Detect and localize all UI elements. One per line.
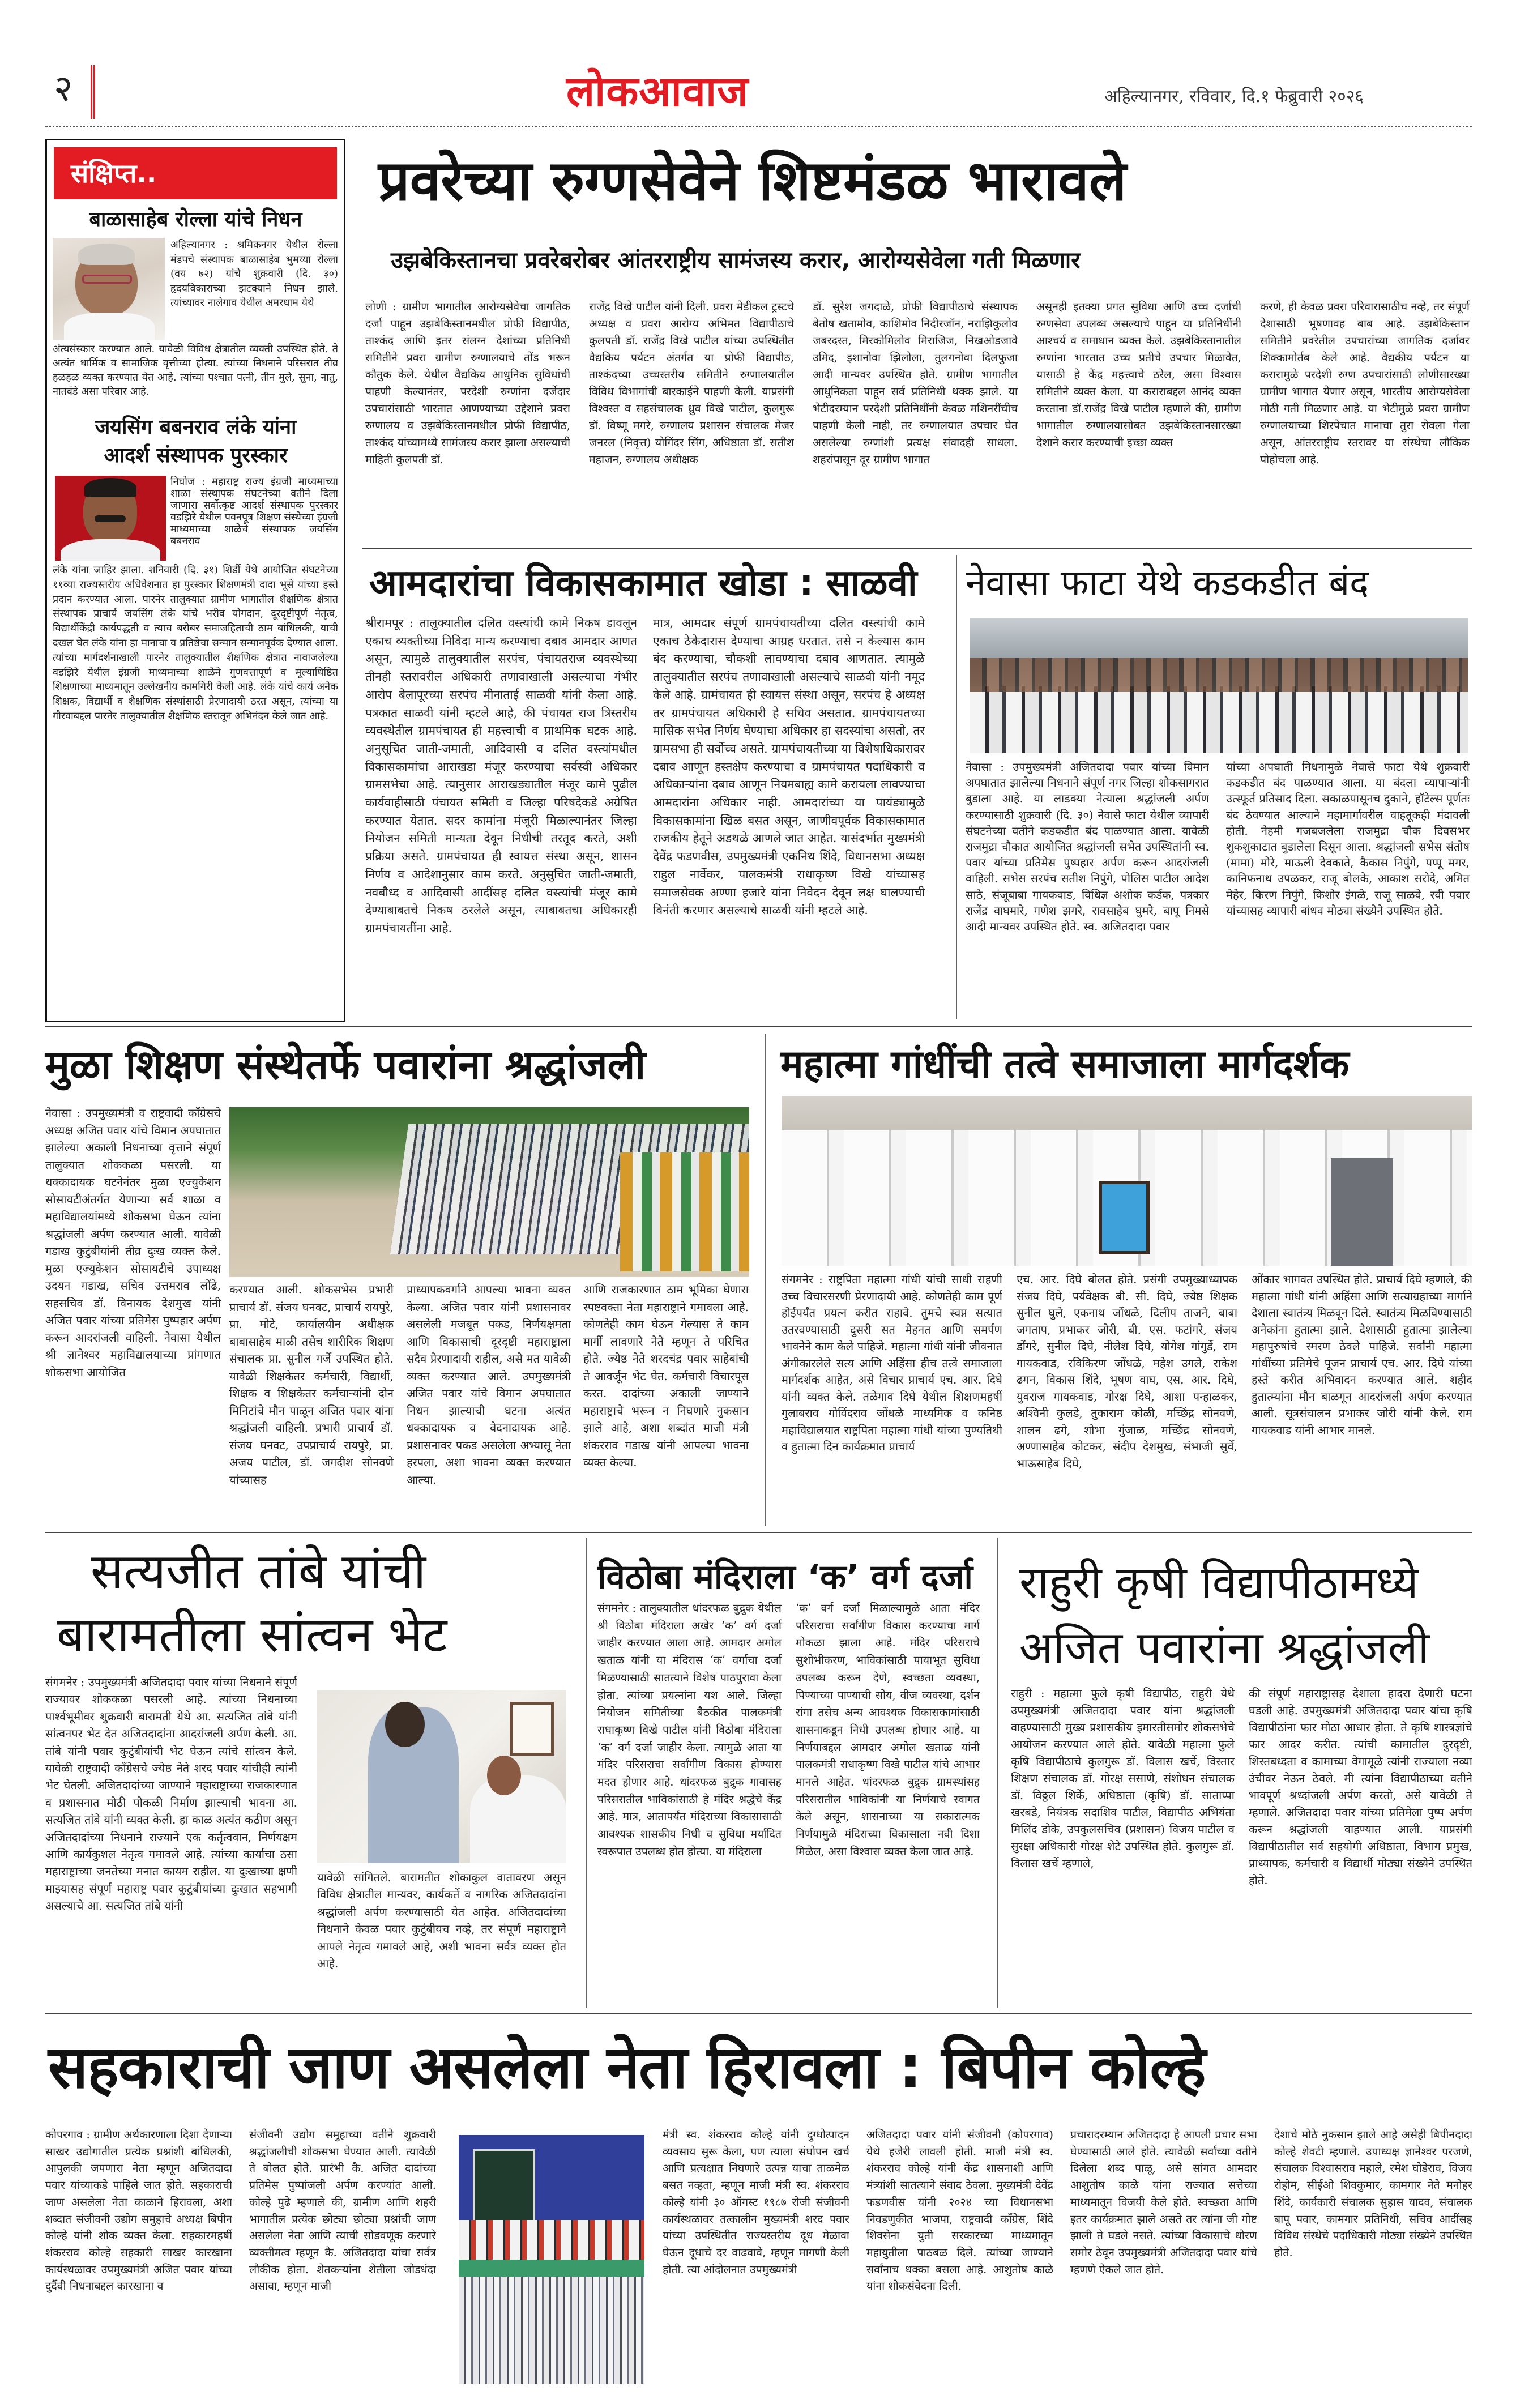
savli-column-2: मात्र, आमदार संपूर्ण ग्रामपंचायतीच्या दलित वस्त्यांची कामे एकाच ठेकेदारास देण्याचा आग्रह धरतात. तसे न केल्यास काम बंद करण्याचा, चौकशी लावण्याचा दबाव आणतात. त्यामुळे तालुक्यातील सरपंच तणावाखाली असल्याचे साळवी यांनी नमूद केले आहे. ग्रामंचायत ही स्वायत्त संस्था असून, सरपंच हे अध्यक्ष तर ग्रामपंचायत अधिकारी हे सचिव असतात. ग्रामपंचायतच्या मासिक सभेत निर्णय घेण्याचा अधिकार हा सदस्यांचा असतो, तर ग्रामसभा ही सर्वोच्च असते. ग्रामपंचायतीच्या या विशेषाधिकारावर दबाव आणून हस्तक्षेप करण्याचा व ग्रामपंचायत पदाधिकारी व अधिकाऱ्यांना दबाव आणून नियमबाह्य कामे करायला लावण्याचा आमदारांना अधिकार नाही. आमदारांच्या या पायंड्यामुळे विकासकामांना खिळ बसत असून, जाणीवपूर्वक विकासकामात राजकीय हेतूने अडथळे आणले जात आहेत. यासंदर्भात मुख्यमंत्री देवेंद्र फडणवीस, उपमुख्यमंत्री एकनिथ शिंदे, विधानसभा अध्यक्ष राहुल नार्वेकर, पालकमंत्री राधाकृष्ण विखे यांच्यासह समाजसेवक अण्णा हजारे यांना निवेदन देवून लक्ष घालण्याची विनंती करणार असल्याचे साळवी यांनी म्हटले आहे. [653, 616, 925, 917]
savli-headline: आमदारांचा विकासकामात खोडा : साळवी [369, 562, 917, 604]
page-number: २ [54, 68, 73, 110]
vithoba-column-1: संगमनेर : तालुक्यातील धांदरफळ बुद्रुक येथील श्री विठोबा मंदिराला अखेर ‘क’ वर्ग दर्जा जाहीर करण्यात आला आहे. आमदार अमोल खताळ यांनी या मंदिरास ‘क’ वर्गाचा दर्जा मिळण्यासाठी सातत्याने विशेष पाठपुरावा केला होता. त्यांच्या प्रयत्नांना यश आले. जिल्हा नियोजन समितीच्या बैठकीत पालकमंत्री राधाकृष्ण विखे पाटील यांनी विठोबा मंदिराला ‘क’ वर्ग दर्जा जाहीर केला. त्यामुळे आता या मंदिर परिसराचा सर्वांगीण विकास होण्यास मदत होणार आहे. धांदरफळ बुद्रुक गावासह परिसरातील भाविकांसाठी हे मंदिर श्रद्धेचे केंद्र आहे. मात्र, आतापर्यंत मंदिराच्या विकासासाठी आवश्यक शासकीय निधी व सुविधा मर्यादित स्वरूपात उपलब्ध होत होत्या. या मंदिराला [597, 1602, 782, 1858]
lead-headline: प्रवरेच्या रुग्णसेवेने शिष्टमंडळ भारावले [378, 149, 1127, 214]
photo-balasaheb-rolla [53, 238, 165, 340]
section-divider [45, 1026, 1472, 1027]
section-divider [362, 548, 1472, 549]
gandhi-column-2: एच. आर. दिघे बोलत होते. प्रसंगी उपमुख्याध्यापक संजय दिघे, पर्यवेक्षक बी. सी. दिघे, ज्येष्ठ शिक्षक सुनील घुले, एकनाथ जोंधळे, दिलीप ताजने, बाबा जगताप, प्रभाकर जोरी, बी. एस. फटांगरे, संजय डोंगरे, सुनील दिघे, नीलेश दिघे, योगेश गांगुर्डे, राम गायकवाड, रविकिरण जोंधळे, महेश उगले, राकेश ढगन, विकास शिंदे, भूषण वाघ, एस. आर. दिघे, युवराज गायकवाड, गोरक्ष दिघे, आशा पन्हाळकर, अश्विनी कुलडे, तुकाराम कोळी, मच्छिंद्र सोनवणे, शालन ढगे, शोभा गुंजाळ, मच्छिंद्र सोनवणे, अण्णासाहेब कोटकर, संदीप देशमुख, संभाजी सुर्वे, भाऊसाहेब दिघे, [1017, 1273, 1237, 1470]
briefs-sidebar [45, 139, 345, 1022]
gandhi-column-3: ओंकार भागवत उपस्थित होते. प्राचार्य दिघे म्हणाले, की महात्मा गांधी यांनी अहिंसा आणि सत्याग्रहाच्या मार्गाने देशाला स्वातंत्र्य मिळवून दिले. स्वातंत्र्य मिळविण्यासाठी अनेकांना हुतात्मा झाले. देशासाठी हुतात्मा झालेल्या महापुरुषांचे स्मरण ठेवले पाहिजे. सर्वांनी महात्मा गांधींच्या प्रतिमेचे पूजन प्राचार्य एच. आर. दिघे यांच्या हस्ते करीत अभिवादन करण्यात आले. शहीद हुतात्म्यांना मौन बाळगून आदरांजली अर्पण करण्यात आली. सूत्रसंचालन प्रभाकर जोरी यांनी केले. राम गायकवाड यांनी आभार मानले. [1252, 1273, 1472, 1437]
lead-column-2: राजेंद्र विखे पाटील यांनी दिली. प्रवरा मेडीकल ट्रस्टचे अध्यक्ष व प्रवरा आरोग्य अभिमत विद्यापीठाचे कुलपती डॉ. राजेंद्र विखे पाटील यांच्या उपस्थितीत वैद्यकिय पर्यटन अंतर्गत या प्रोफी विद्यापीठ, ताश्कंदच्या उच्चस्तरीय समितीने रुग्णालयातील विविध विभागांची बारकाईने पाहणी केली. याप्रसंगी विश्वस्त व सहसंचालक ध्रुव विखे पाटील, कुलगुरू डॉ. विष्णू मगरे, रुग्णालय प्रशासन संचालक मेजर जनरल (निवृत्त) योगिंदर सिंग, अधिष्ठाता डॉ. सतीश महाजन, रुग्णालय अधीक्षक [589, 300, 794, 466]
kolhe-column-5: प्रचारादरम्यान अजितदादा हे आपली प्रचार सभा घेण्यासाठी आले होते. त्यावेळी सर्वांच्या वतीने दिलेला शब्द पाळू, असे सांगत आमदार आशुतोष काळे यांना राज्यात सत्तेच्या माध्यमातून विजयी केले होते. स्वच्छता आणि इतर कार्यक्रमात झाले असते तर त्यांना जी गोष्ट झाली ते घडले नसते. त्यांच्या विकासाचे धोरण समोर ठेवून उपमुख्यमंत्री अजितदादा पवार यांचे म्हणणे ऐकले जात होते. [1070, 2128, 1257, 2276]
lead-column-3: डॉ. सुरेश जगदाळे, प्रोफी विद्यापीठाचे संस्थापक बेतोष खतामोव, काशिमोव निदीरजॉन, नराझिकुलोव जबरदस्त, मिरकोमिलोव मिराजिज, निखओडजावे उमिद, इशानोवा झिलोला, तुलगनोवा दिलफुजा आदी मान्यवर उपस्थित होते. ग्रामीण भागातील आधुनिकता पाहून सर्व प्रतिनिधी थक्क झाले. या भेटीदरम्यान परदेशी प्रतिनिधींनी केवळ मशिनरींचीच पाहणी केली नाही, तर रुग्णालयात उपचार घेत असलेल्या रुग्णांशी प्रत्यक्ष संवादही साधला. शहरांपासून दूर ग्रामीण भागात [813, 300, 1018, 466]
mula-column-4: आणि राजकारणात ठाम भूमिका घेणारा स्पष्टवक्ता नेता महाराष्ट्राने गमावला आहे. कोणतेही काम घेऊन गेल्यास ते काम मार्गी लावणारे नेते म्हणून ते परिचित होते. ज्येष्ठ नेते शरदचंद्र पवार साहेबांची ते आवर्जून भेट घेत. कर्मचारी विचारपूस करत. दादांच्या अकाली जाण्याने महाराष्ट्राचे भरून न निघणारे नुकसान झाले आहे, अशा शब्दांत माजी मंत्री शंकरराव गडाख यांनी आपल्या भावना व्यक्त केल्या. [583, 1283, 749, 1469]
photo-satyajit-sharad-pawar [317, 1690, 566, 1863]
photo-kolhe-shoksabha [459, 2135, 644, 2384]
header-divider [45, 126, 1472, 127]
kolhe-column-2: संजीवनी उद्योग समुहाच्या वतीने शुक्रवारी श्रद्धांजलीची शोकसभा घेण्यात आली. त्यावेळी ते बोलत होते. प्रारंभी कै. अजित दादांच्या प्रतिमेस पुष्पांजली अर्पण करण्यांत आली. कोल्हे पुढे म्हणाले की, ग्रामीण आणि शहरी भागातील प्रत्येक छोट्या छोट्या प्रश्नांची जाण असलेला नेता आणि त्याची सोडवणूक करणारे व्यक्तीमत्व म्हणून कै. अजितदादा यांचा सर्वत्र लौकीक होता. शेतकऱ्यांना शेतीला जोडधंदा असावा, म्हणून माजी [249, 2128, 436, 2293]
column-divider [586, 1538, 587, 2008]
brief-headline-lanke-1: जयसिंग बबनराव लंके यांना [95, 416, 297, 439]
satyajit-headline-line1: सत्यजीत तांबे यांची [91, 1543, 426, 1600]
mula-column-left: नेवासा : उपमुख्यमंत्री व राष्ट्रवादी काँग्रेसचे अध्यक्ष अजित पवार यांचे विमान अपघातात झालेल्या अकाली निधनाच्या वृत्ताने संपूर्ण तालुक्यात शोककळा पसरली. या धक्कादायक घटनेनंतर मुळा एज्युकेशन सोसायटीअंतर्गत येणाऱ्या सर्व शाळा व महाविद्यालयांमध्ये शोकसभा घेऊन त्यांना श्रद्धांजली अर्पण करण्यात आली. यावेळी गडाख कुटुंबीयांनी तीव्र दुःख व्यक्त केले. मुळा एज्युकेशन सोसायटीचे उपाध्यक्ष उदयन गडाख, सचिव उत्तमराव लोंढे, सहसचिव डॉ. विनायक देशमुख यांनी अजित पवार यांच्या प्रतिमेस पुष्पहार अर्पण करून आदरांजली वाहिली. नेवासा येथील श्री ज्ञानेश्वर महाविद्यालयाच्या प्रांगणात शोकसभा आयोजित [45, 1106, 221, 1379]
vithoba-column-2: ‘क’ वर्ग दर्जा मिळाल्यामुळे आता मंदिर परिसराचा सर्वांगीण विकास करण्याचा मार्ग मोकळा झाला आहे. मंदिर परिसराचे सुशोभीकरण, भाविकांसाठी पायाभूत सुविधा उपलब्ध करून देणे, स्वच्छता व्यवस्था, पिण्याच्या पाण्याची सोय, वीज व्यवस्था, दर्शन रांगा तसेच अन्य आवश्यक विकासकामांसाठी शासनाकडून निधी उपलब्ध होणार आहे. या निर्णयाबद्दल आमदार अमोल खताळ यांनी पालकमंत्री राधाकृष्ण विखे पाटील यांचे आभार मानले आहेत. धांदरफळ बुद्रुक ग्रामस्थांसह परिसरातील भाविकांनी या निर्णयाचे स्वागत केले असून, शासनाच्या या सकारात्मक निर्णयामुळे मंदिराच्या विकासाला नवी दिशा मिळेल, असा विश्वास व्यक्त केला जात आहे. [796, 1602, 980, 1858]
satyajit-column-right: यावेळी सांगितले. बारामतीत शोकाकुल वातावरण असून विविध क्षेत्रातील मान्यवर, कार्यकर्ते व नागरिक अजितदादांना श्रद्धांजली अर्पण करण्यासाठी येत आहेत. अजितदादांच्या निधनाने केवळ पवार कुटुंबीयच नव्हे, तर संपूर्ण महाराष्ट्राने आपले नेतृत्व गमावले आहे, अशी भावना सर्वत्र व्यक्त होत आहे. [317, 1871, 566, 1971]
vithoba-headline: विठोबा मंदिराला ‘क’ वर्ग दर्जा [597, 1557, 973, 1597]
brief-body-rolla-top: अहिल्यानगर : श्रमिकनगर येथील रोल्ला मंडपचे संस्थापक बाळासाहेब भुमय्या रोल्ला (वय ७२) यांचे शुक्रवारी (दि. ३०) हृदयविकाराच्या झटक्याने निधन झाले. त्यांच्यावर नालेगाव येथील अमरधाम येथे [170, 239, 338, 309]
newasa-column-2: यांच्या अपघाती निधनामुळे नेवासे फाटा येथे शुक्रवारी कडकडीत बंद पाळण्यात आला. या बंदला व्यापाऱ्यांनी उत्स्फूर्त प्रतिसाद दिला. सकाळपासूनच दुकाने, हॉटेल्स पूर्णतः बंद ठेवण्यात आल्याने महामार्गावरील वाहतूकही मंदावली होती. नेहमी गजबजलेला राजमुद्रा चौक दिवसभर शुकशुकाटात बुडालेला दिसून आला. श्रद्धांजली सभेस संतोष (मामा) मोरे, माऊली देवकाते, कैकास निपुंगे, पप्पू मगर, कानिफनाथ उपळकर, राजू बोलके, आकाश सरोदे, अमित मेहेर, किरण निपुंगे, किशोर इंगळे, राजू साळवे, रवी पवार यांच्यासह व्यापारी बांधव मोठ्या संख्येने उपस्थित होते. [1226, 760, 1470, 917]
mula-column-3: प्राध्यापकवर्गाने आपल्या भावना व्यक्त केल्या. अजित पवार यांनी प्रशासनावर असलेली मजबूत पकड, निर्णयक्षमता आणि विकासाची दूरदृष्टी महाराष्ट्राला सदैव प्रेरणादायी राहील, असे मत यावेळी व्यक्त करण्यात आले. उपमुख्यमंत्री अजित पवार यांचे विमान अपघातात निधन झाल्याची घटना अत्यंत धक्कादायक व वेदनादायक आहे. प्रशासनावर पकड असलेला अभ्यासू नेता हरपला, अशा भावना व्यक्त करण्यात आल्या. [407, 1283, 571, 1487]
page-number-divider [91, 65, 95, 119]
photo-mula-shraddhanjali [229, 1107, 749, 1277]
rahuri-column-2: की संपूर्ण महाराष्ट्रासह देशाला हादरा देणारी घटना घडली आहे. उपमुख्यमंत्री अजितदादा पवार यांचा कृषि विद्यापीठांना फार मोठा आधार होता. ते कृषि शास्त्रज्ञांचे फार आदर करीत. त्यांची कामातील दुरदृष्टी, शिस्तबध्दता व कामाच्या वेगामूळे त्यांनी राज्याला नव्या उंचीवर नेऊन ठेवले. मी त्यांना विद्यापीठाच्या वतीने भावपूर्ण श्रध्दांजली अर्पण करतो, असे यावेळी ते म्हणाले. अजितदादा पवार यांच्या प्रतिमेला पुष्प अर्पण करून श्रद्धांजली वाहण्यात आली. याप्रसंगी विद्यापीठातील सर्व सहयोगी अधिष्ठाता, विभाग प्रमुख, प्राध्यापक, कर्मचारी व विद्यार्थी मोठ्या संख्येने उपस्थित होते. [1249, 1687, 1472, 1887]
newspaper-logo: लोकआवाज [566, 67, 749, 116]
kolhe-headline: सहकाराची जाण असलेला नेता हिरावला : बिपीन कोल्हे [48, 2033, 1206, 2102]
brief-headline-lanke-2: आदर्श संस्थापक पुरस्कार [104, 444, 288, 467]
column-divider [997, 1538, 998, 2008]
rahuri-headline-line1: राहुरी कृषी विद्यापीठामध्ये [1019, 1557, 1419, 1608]
kolhe-column-4: अजितदादा पवार यांनी संजीवनी (कोपरगाव) येथे हजेरी लावली होती. माजी मंत्री स्व. शंकरराव कोल्हे यांनी केंद्र शासनाशी आणि मंत्र्यांशी सातत्याने संवाद ठेवला. मुख्यमंत्री देवेंद्र फडणवीस यांनी २०२४ च्या विधानसभा निवडणुकीत भाजपा, राष्ट्रवादी काँग्रेस, शिंदे शिवसेना युती सरकारच्या माध्यमातून महायुतीला पाठबळ दिले. त्यांच्या जाण्याने सर्वांनाच धक्का बसला आहे. आशुतोष काळे यांना शोकसंवेदना दिली. [866, 2128, 1053, 2293]
brief-body-rolla-bottom: अंत्यसंस्कार करण्यात आले. यावेळी विविध क्षेत्रातील व्यक्ती उपस्थित होते. ते अत्यंत धार्मिक व सामाजिक वृत्तीच्या होत्या. त्यांच्या निधनाने परिसरात तीव्र हळहळ व्यक्त करण्यात येत आहे. त्यांच्या पश्चात पत्नी, तीन मुले, सुना, नातु, नातवंडे असा परिवार आहे. [53, 343, 338, 398]
mula-column-2: करण्यात आली. शोकसभेस प्रभारी प्राचार्य डॉ. संजय घनवट, प्राचार्य रायपुरे, प्रा. मोटे, कार्यालयीन अधीक्षक बाबासाहेब माळी तसेच शारीरिक शिक्षण संचालक प्रा. सुनील गर्जे उपस्थित होते. यावेळी शिक्षकेतर कर्मचारी, विद्यार्थी, शिक्षक व शिक्षकेतर कर्मचाऱ्यांनी दोन मिनिटांचे मौन पाळून अजित पवार यांना श्रद्धांजली वाहिली. प्रभारी प्राचार्य डॉ. संजय घनवट, उपप्राचार्य रायपुरे, प्रा. अजय पाटील, डॉ. जगदीश सोनवणे यांच्यासह [229, 1283, 394, 1487]
brief-body-lanke-top: निघोज : महाराष्ट्र राज्य इंग्रजी माध्यमाच्या शाळा संस्थापक संघटनेच्या वतीने दिला जाणारा सर्वोत्कृष्ट आदर्श संस्थापक पुरस्कार वडझिरे येथील पवनपूत्र शिक्षण संस्थेच्या इंग्रजी माध्यमाच्या शाळेचे संस्थापक जयसिंग बबनराव [170, 476, 338, 547]
lead-column-1: लोणी : ग्रामीण भागातील आरोग्यसेवेचा जागतिक दर्जा पाहून उझबेकिस्तानमधील प्रोफी विद्यापीठ, ताश्कंद आणि इतर संलग्न देशांच्या प्रतिनिधी समितीने प्रवरा ग्रामीण रुग्णालयाचे तोंड भरून कौतुक केले. येथील वैद्यकिय आधुनिक सुविधांची पाहणी केल्यानंतर, परदेशी रुग्णांना दर्जेदार उपचारांसाठी भारतात आणण्याच्या उद्देशाने प्रवरा रुग्णालय व उझबेकिस्तानमधील प्रोफी विद्यापीठ, ताश्कंद यांच्यामध्ये सामंजस्य करार झाला असल्याची माहिती कुलपती डॉ. [365, 300, 570, 466]
satyajit-headline-line2: बारामतीला सांत्वन भेट [57, 1607, 447, 1663]
gandhi-headline: महात्मा गांधींची तत्वे समाजाला मार्गदर्शक [780, 1042, 1350, 1087]
satyajit-column-left: संगमनेर : उपमुख्यमंत्री अजितदादा पवार यांच्या निधनाने संपूर्ण राज्यावर शोककळा पसरली आहे. त्यांच्या निधनाच्या पार्श्वभूमीवर शुक्रवारी बारामती येथे आ. सत्यजित तांबे यांनी सांत्वनपर भेट देत अजितदादांना आदरांजली अर्पण केली. आ. तांबे यांनी पवार कुटुंबीयांची भेट घेऊन त्यांचे सांत्वन केले. यावेळी राष्ट्रवादी काँग्रेसचे ज्येष्ठ नेते शरद पवार यांचीही त्यांनी भेट घेतली. अजितदादांच्या जाण्याने महाराष्ट्राच्या राजकारणात व प्रशासनात मोठी पोकळी निर्माण झाल्याची भावना आ. सत्यजित तांबे यांनी व्यक्त केली. हा काळ अत्यंत कठीण असून अजितदादांच्या निधनाने राज्याने एक कर्तृत्ववान, निर्णयक्षम आणि कार्यकुशल नेतृत्व गमावले आहे. त्यांच्या कार्याचा ठसा महाराष्ट्राच्या जनतेच्या मनात कायम राहील. या दुःखाच्या क्षणी माझ्यासह संपूर्ण महाराष्ट्र पवार कुटुंबीयांच्या दुःखात सहभागी असल्याचे आ. सत्यजित तांबे यांनी [45, 1675, 297, 1913]
column-divider [765, 1034, 766, 1526]
gandhi-column-1: संगमनेर : राष्ट्रपिता महात्मा गांधी यांची साधी राहणी उच्च विचारसरणी प्रेरणादायी आहे. कोणतेही काम पूर्ण होईपर्यंत प्रयत्न करीत राहावे. तुमचे स्वप्न सत्यात उतरवण्यासाठी दुसरी सत मेहनत आणि समर्पण भावनेने काम केले पाहिजे. महात्मा गांधी यांनी जीवनात अंगीकारलेले सत्य आणि अहिंसा हीच तत्वे समाजाला मार्गदर्शक आहेत, असे विचार प्राचार्य एच. आर. दिघे यांनी व्यक्त केले. तळेगाव दिघे येथील शिक्षणमहर्षी गुलाबराव गोविंदराव जोंधळे माध्यमिक व कनिष्ठ महाविद्यालयात राष्ट्रपिता महात्मा गांधी यांच्या पुण्यतिथी व हुतात्मा दिन कार्यक्रमात प्राचार्य [782, 1273, 1002, 1453]
rahuri-column-1: राहुरी : महात्मा फुले कृषी विद्यापीठ, राहुरी येथे उपमुख्यमंत्री अजितदादा पवार यांना श्रद्धांजली वाहण्यासाठी मुख्य प्रशासकीय इमारतीसमोर शोकसभेचे आयोजन करण्यात आले होते. यावेळी महात्मा फुले कृषि विद्यापीठाचे कुलगुरू डॉ. विलास खर्चे, विस्तार शिक्षण संचालक डॉ. गोरक्ष ससाणे, संशोधन संचालक डॉ. विठ्ठल शिर्के, अधिष्ठाता (कृषि) डॉ. साताप्पा खरबडे, नियंत्रक सदाशिव पाटील, विद्यापीठ अभियंता मिलिंद डोके, उपकुलसचिव (प्रशासन) विजय पाटील व सुरक्षा अधिकारी गोरक्ष शेटे उपस्थित होते. कुलगुरू डॉ. विलास खर्चे म्हणाले, [1011, 1687, 1235, 1870]
newasa-column-1: नेवासा : उपमुख्यमंत्री अजितदादा पवार यांच्या विमान अपघातात झालेल्या निधनाने संपूर्ण नगर जिल्हा शोकसागरात बुडाला आहे. या लाडक्या नेत्याला श्रद्धांजली अर्पण करण्यासाठी शुक्रवारी (दि. ३०) नेवासे फाटा येथील व्यापारी संघटनेच्या वतीने कडकडीत बंद पाळण्यात आला. यावेळी राजमुद्रा चौकात आयोजित श्रद्धांजली सभेत उपस्थितांनी स्व. पवार यांच्या प्रतिमेस पुष्पहार अर्पण करून आदरांजली वाहिली. सभेस सरपंच सतीश निपुंगे, पोलिस पाटील आदेश साठे, संजूबाबा गायकवाड, विधिज्ञ अशोक कर्डक, पत्रकार राजेंद्र वाघमारे, गणेश झगरे, रावसाहेब घुमरे, बापू निमसे आदी मान्यवर उपस्थित होते. स्व. अजितदादा पवार [966, 760, 1209, 934]
lead-column-5: करणे, ही केवळ प्रवरा परिवारासाठीच नव्हे, तर संपूर्ण देशासाठी भूषणावह बाब आहे. उझबेकिस्तान समितीने प्रवरेतील उपचारांच्या जागतिक दर्जावर शिक्कामोर्तब केले आहे. वैद्यकीय पर्यटन या करारामुळे परदेशी रुग्ण उपचारांसाठी लोणीसारख्या ग्रामीण भागात येणार असून, भारतीय आरोग्यसेवेला मोठी गती मिळणार आहे. या भेटीमुळे प्रवरा ग्रामीण रुग्णालयाच्या शिरपेचात मानाचा तुरा रोवला गेला असून, आंतरराष्ट्रीय स्तरावर या संस्थेचा लौकिक पोहोचला आहे. [1260, 300, 1470, 466]
photo-jaysing-lanke [55, 476, 166, 561]
briefs-banner: संक्षिप्त.. [54, 147, 337, 199]
savli-column-1: श्रीरामपूर : तालुक्यातील दलित वस्त्यांची कामे निकष डावलून एकाच व्यक्तीच्या निविदा मान्य करण्याचा दबाव आमदार आणत असून, त्यामुळे तालुक्यातील सरपंच, पंचायतराज व्यवस्थेच्या तीनही स्तरावरील अधिकारी तणावाखाली असल्याचा गंभीर आरोप बेलापूरच्या सरपंच मीनाताई साळवी यांनी केला आहे. पत्रकात साळवी यांनी म्हटले आहे, की पंचायत राज त्रिस्तरीय व्यवस्थेतील ग्रामपंचायत ही महत्त्वाची व प्राथमिक घटक आहे. अनुसूचित जाती-जमाती, आदिवासी व दलित वस्त्यांमधील विकासकामांचा आराखडा मंजूर करण्याचा सर्वस्वी अधिकार ग्रामसभेचा आहे. त्यानुसार आराखड्यातील मंजूर कामे पुढील कार्यवाहीसाठी पंचायत समिती व जिल्हा परिषदेकडे अग्रेषित करण्यात येतात. सदर कामांना मंजूरी मिळाल्यानंतर जिल्हा नियोजन समिती मान्यता देवून निधीची तरतूद करते, अशी प्रक्रिया असते. ग्रामपंचायत ही स्वायत्त संस्था असून, शासन निर्णय व आदेशानुसार काम करते. अनुसुचित जाती-जमाती, नवबौध्द व आदिवासी आदींसह दलित वस्त्यांची मंजूर कामे देण्याबाबतचे निकष ठरलेले असून, त्याबाबतचा अधिकारही ग्रामपंचायतींना आहे. [365, 616, 637, 935]
section-divider [45, 2013, 1472, 2014]
dateline: अहिल्यानगर, रविवार, दि.१ फेब्रुवारी २०२६ [1104, 87, 1364, 106]
kolhe-column-1: कोपरगाव : ग्रामीण अर्थकारणाला दिशा देणाऱ्या साखर उद्योगातील प्रत्येक प्रश्नांशी बांधिलकी, आपुलकी जपणारा नेता म्हणून अजितदादा पवार यांच्याकडे पाहिले जात होते. सहकाराची जाण असलेला नेता काळाने हिरावला, अशा शब्दात संजीवनी उद्योग समुहाचे अध्यक्ष बिपीन कोल्हे यांनी शोक व्यक्त केला. सहकारमहर्षी शंकरराव कोल्हे सहकारी साखर कारखाना कार्यस्थळावर उपमुख्यमंत्री अजित पवार यांच्या दुर्दैवी निधनाबद्दल कारखाना व [45, 2128, 232, 2293]
column-divider [956, 555, 957, 1019]
photo-gandhi-tribute [782, 1096, 1472, 1266]
kolhe-column-6: देशाचे मोठे नुकसान झाले आहे असेही बिपीनदादा कोल्हे शेवटी म्हणाले. उपाध्यक्ष ज्ञानेश्वर परजणे, संचालक विश्वासराव महाले, रमेश घोडेराव, विजय रोहोम, सीईओ शिवकुमार, कामगार नेते मनोहर शिंदे, कार्यकारी संचालक सुहास यादव, संचालक बापू पवार, कामगार प्रतिनिधी, सचिव आदींसह विविध संस्थेचे पदाधिकारी मोठ्या संख्येने उपस्थित होते. [1274, 2128, 1472, 2259]
rahuri-headline-line2: अजित पवारांना श्रद्धांजली [1019, 1623, 1429, 1673]
brief-headline-rolla: बाळासाहेब रोल्ला यांचे निधन [89, 208, 302, 231]
mula-headline: मुळा शिक्षण संस्थेतर्फे पवारांना श्रद्धांजली [45, 1041, 646, 1088]
lead-subheadline: उझबेकिस्तानचा प्रवरेबरोबर आंतरराष्ट्रीय सामंजस्य करार, आरोग्यसेवेला गती मिळणार [391, 247, 1081, 274]
kolhe-column-3: मंत्री स्व. शंकरराव कोल्हे यांनी दुग्धोत्पादन व्यवसाय सुरू केला, पण त्याला संघोपन खर्च आणि प्रत्यक्षात निघणारे उत्पन्न याचा ताळमेळ बसत नव्हता, म्हणून माजी मंत्री स्व. शंकरराव कोल्हे यांनी ३० ऑगस्ट १९८७ रोजी संजीवनी कार्यस्थळावर तत्कालीन मुख्यमंत्री शरद पवार यांच्या उपस्थितीत राज्यस्तरीय दूध मेळावा घेऊन दूधाचे दर वाढवावे, म्हणून मागणी केली होती. त्या आंदोलनात उपमुख्यमंत्री [663, 2128, 849, 2276]
lead-column-4: असूनही इतक्या प्रगत सुविधा आणि उच्च दर्जाची रुग्णसेवा उपलब्ध असल्याचे पाहून या प्रतिनिधींनी आश्चर्य व समाधान व्यक्त केले. उझबेकिस्तानातील रुग्णांना भारतात उच्च प्रतीचे उपचार मिळावेत, यासाठी हे केंद्र महत्त्वाचे ठरेल, असा विश्वास समितीने व्यक्त केला. या कराराबद्दल आनंद व्यक्त करताना डॉ.राजेंद्र विखे पाटील म्हणाले की, ग्रामीण भागातील रुग्णालयासोबत उझबेकिस्तानसारख्या देशाने करार करण्याची इच्छा व्यक्त [1036, 300, 1241, 449]
photo-newasa-tribute [970, 618, 1468, 753]
section-divider [45, 1532, 1472, 1533]
brief-body-lanke-bottom: लंके यांना जाहिर झाला. शनिवारी (दि. ३१) शिर्डी येथे आयोजित संघटनेच्या ११व्या राज्यस्तरीय अधिवेशनात हा पुरस्कार शिक्षणमंत्री दादा भूसे यांच्या हस्ते प्रदान करण्यात आला. पारनेर तालुक्यात ग्रामीण भागातील शैक्षणिक क्षेत्रात संस्थापक प्राचार्य जयसिंग लंके यांचे भरीव योगदान, दूरदृष्टीपूर्ण नेतृत्व, विद्यार्थीकेंद्री कार्यपद्धती व त्याच बरोबर समाजहिताची ठाम बांधिलकी, याची दखल घेत लंके यांना हा मानाचा व प्रतिष्ठेचा सन्मान सन्मानपूर्वक देण्यात आला. त्यांच्या मार्गदर्शनाखाली पारनेर तालुक्यातील शैक्षणिक क्षेत्रात नावाजलेल्या वडझिरे येथील इंग्रजी माध्यमाच्या शाळेने गुणवत्तापूर्ण व मूल्याधिष्ठित शिक्षणाच्या माध्यमातून उल्लेखनीय कामगिरी केली आहे. लंके यांचे कार्य अनेक शिक्षक, विद्यार्थी व शैक्षणिक संस्थांसाठी प्रेरणादायी ठरत असून, त्यांच्या या गौरवाबद्दल पारनेर तालुक्यातील शैक्षणिक स्तरातून अभिनंदन केले जात आहे. [53, 564, 338, 722]
newasa-headline: नेवासा फाटा येथे कडकडीत बंद [966, 562, 1369, 604]
